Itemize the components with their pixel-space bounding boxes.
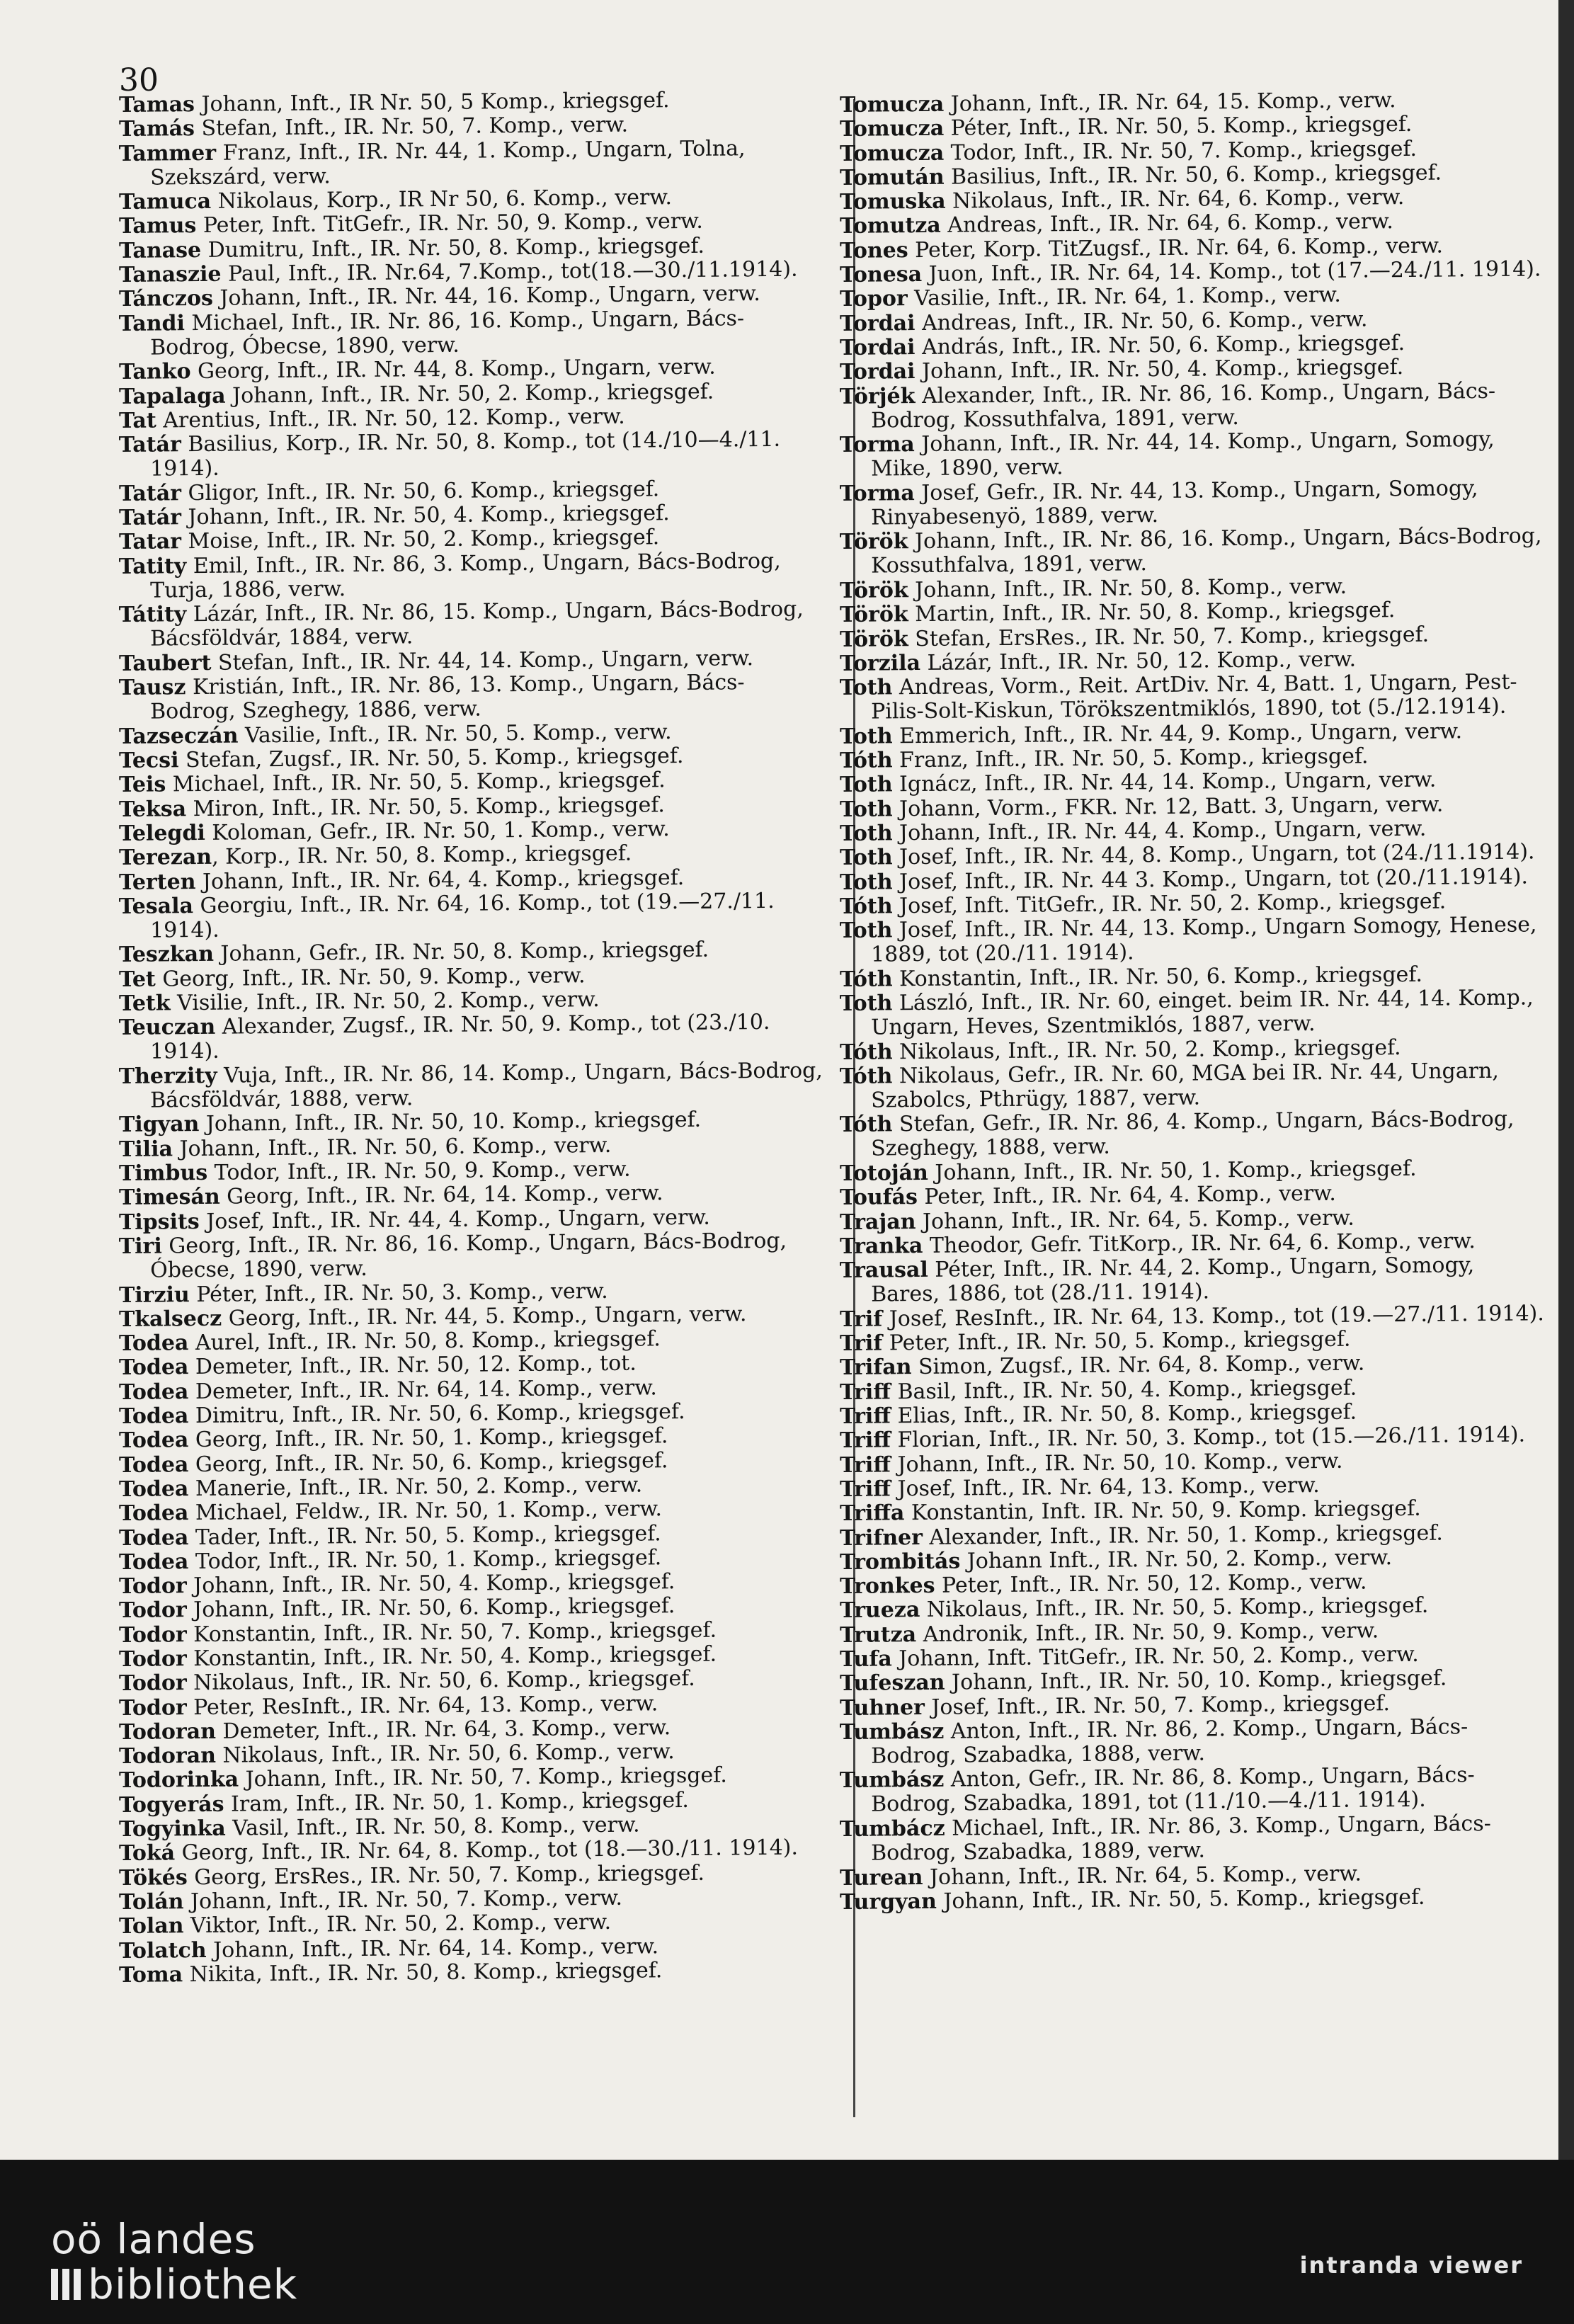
entry-details: Alexander, Zugsf., IR. Nr. 50, 9. Komp., tot (23./10. 1914). xyxy=(149,1010,770,1065)
entry-surname: Telegdi xyxy=(118,820,205,846)
entry-details: Moise, Inft., IR. Nr. 50, 2. Komp., kriegsgef. xyxy=(181,525,660,554)
entry-details: Todor, Inft., IR. Nr. 50, 7. Komp., kriegsgef. xyxy=(944,136,1418,166)
entry-details: Vasilie, Inft., IR. Nr. 64, 1. Komp., verw. xyxy=(907,283,1341,312)
entry-details: Demeter, Inft., IR. Nr. 64, 3. Komp., verw. xyxy=(215,1715,671,1744)
entry-surname: Turgyan xyxy=(839,1889,937,1915)
entry-surname: Triff xyxy=(839,1476,891,1502)
entry-surname: Tanko xyxy=(118,359,191,385)
entry-surname: Toká xyxy=(118,1840,176,1867)
entry-details: Johann, Inft., IR. Nr. 50, 10. Komp., kriegsgef. xyxy=(199,1107,702,1137)
entry-surname: Tomután xyxy=(839,164,945,190)
entry-details: Josef, Inft., IR. Nr. 44, 13. Komp., Ungarn Somogy, Henese, 1889, tot (20./11. 1914). xyxy=(870,912,1537,968)
entry-surname: Triff xyxy=(839,1403,891,1430)
entry-details: Peter, ResInft., IR. Nr. 64, 13. Komp., verw. xyxy=(186,1690,658,1720)
entry-surname: Todea xyxy=(118,1428,189,1454)
entry-details: Johann, Inft., IR. Nr. 50, 8. Komp., verw. xyxy=(908,574,1347,603)
entry-surname: Tiri xyxy=(118,1234,162,1259)
entry-surname: Tóth xyxy=(839,748,893,774)
entry-surname: Tolatch xyxy=(118,1937,207,1964)
entry-surname: Tomucza xyxy=(839,91,945,118)
entry-details: Franz, Inft., IR. Nr. 44, 1. Komp., Ungarn, Tolna, Szekszárd, verw. xyxy=(149,135,746,190)
entry-details: Michael, Inft., IR. Nr. 86, 3. Komp., Ungarn, Bács-Bodrog, Szabadka, 1889, verw. xyxy=(870,1811,1491,1866)
entry-details: Georg, Inft., IR. Nr. 86, 16. Komp., Ungarn, Bács-Bodrog, Óbecse, 1890, verw. xyxy=(149,1228,787,1283)
entry-surname: Timesán xyxy=(118,1185,220,1211)
entry-details: Anton, Inft., IR. Nr. 86, 2. Komp., Ungarn, Bács-Bodrog, Szabadka, 1888, verw. xyxy=(870,1714,1469,1769)
entry-details: Nikolaus, Korp., IR Nr 50, 6. Komp., verw. xyxy=(210,185,673,215)
entry-surname: Trausal xyxy=(839,1258,928,1284)
entry-surname: Tamus xyxy=(118,213,197,239)
entry-surname: Todea xyxy=(118,1403,189,1430)
entry-surname: Todea xyxy=(118,1476,189,1502)
entry-surname: Teuczan xyxy=(118,1015,216,1041)
entry-details: Konstantin, Inft., IR. Nr. 50, 6. Komp., kriegsgef. xyxy=(892,962,1423,992)
entry-surname: Trifan xyxy=(839,1355,912,1381)
entry-surname: Trueza xyxy=(839,1597,920,1624)
entry-surname: Togyerás xyxy=(118,1792,224,1818)
entry-surname: Timbus xyxy=(118,1160,208,1187)
entry-details: Josef, Inft., IR. Nr. 64, 13. Komp., verw. xyxy=(890,1473,1320,1502)
entry-details: Johann, Inft., IR. Nr. 50, 4. Komp., kriegsgef. xyxy=(181,501,670,530)
entry-details: Johann, Inft., IR. Nr. 64, 14. Komp., verw. xyxy=(206,1933,659,1963)
entry-surname: Torma xyxy=(839,480,915,506)
left-column xyxy=(118,88,827,1988)
entry-surname: Todor xyxy=(118,1573,187,1600)
entry-details: Paul, Inft., IR. Nr.64, 7.Komp., tot(18.—30./11.1914). xyxy=(221,256,798,287)
entry-details: Nikolaus, Inft., IR. Nr. 50, 2. Komp., kriegsgef. xyxy=(892,1035,1401,1064)
page-number: 30 xyxy=(119,62,159,98)
entry-surname: Taubert xyxy=(118,650,212,676)
entry-surname: Toth xyxy=(839,821,893,846)
entry-surname: Tandi xyxy=(118,310,186,336)
entry-details: Visilie, Inft., IR. Nr. 50, 2. Komp., verw. xyxy=(170,987,600,1016)
list-item xyxy=(119,427,828,482)
entry-surname: Tetk xyxy=(118,991,171,1016)
entry-details: Todor, Inft., IR. Nr. 50, 9. Komp., verw. xyxy=(207,1156,631,1185)
entry-surname: Toth xyxy=(839,869,893,895)
entry-details: Alexander, Inft., IR. Nr. 50, 1. Komp., kriegsgef. xyxy=(922,1520,1443,1550)
list-item xyxy=(119,670,828,724)
list-item xyxy=(119,889,828,943)
entry-surname: Todea xyxy=(118,1379,189,1405)
entry-details: Andreas, Vorm., Reit. ArtDiv. Nr. 4, Batt. 1, Ungarn, Pest-Pilis-Solt-Kiskun, Törökszentmiklós, 1890, tot (5./12.1914). xyxy=(870,669,1517,725)
entry-surname: Trajan xyxy=(839,1209,916,1235)
list-item xyxy=(840,1714,1549,1769)
entry-surname: Tapalaga xyxy=(118,383,226,409)
entry-details: Péter, Inft., IR. Nr. 44, 2. Komp., Ungarn, Somogy, Bares, 1886, tot (28./11. 1914). xyxy=(870,1253,1475,1308)
entry-surname: Trif xyxy=(839,1331,883,1357)
entry-surname: Tecsi xyxy=(118,748,179,774)
entry-surname: Tonesa xyxy=(839,262,923,288)
entry-surname: Tamuca xyxy=(118,189,212,215)
entry-details: Georg, Inft., IR. Nr. 50, 6. Komp., kriegsgef. xyxy=(188,1447,668,1477)
entry-details: Lázár, Inft., IR. Nr. 86, 15. Komp., Ungarn, Bács-Bodrog, Bácsföldvár, 1884, verw. xyxy=(149,596,804,652)
entry-surname: Tausz xyxy=(118,675,186,701)
entry-surname: Tordai xyxy=(839,359,916,385)
viewer-footer xyxy=(0,2160,1574,2324)
entry-details: Peter, Inft., IR. Nr. 64, 4. Komp., verw. xyxy=(917,1181,1336,1210)
entry-surname: Török xyxy=(839,578,908,603)
entry-surname: Therzity xyxy=(118,1063,217,1089)
entry-details: Josef, Inft., IR. Nr. 44, 4. Komp., Ungarn, verw. xyxy=(199,1204,711,1234)
entry-surname: Triff xyxy=(839,1428,891,1454)
entry-details: Andreas, Inft., IR. Nr. 50, 6. Komp., verw. xyxy=(915,307,1368,336)
entry-details: Iram, Inft., IR. Nr. 50, 1. Komp., kriegsgef. xyxy=(224,1787,689,1817)
entry-details: Viktor, Inft., IR. Nr. 50, 2. Komp., verw. xyxy=(183,1910,612,1939)
entry-details: Lázár, Inft., IR. Nr. 50, 12. Komp., verw. xyxy=(920,646,1357,676)
entry-details: Basil, Inft., IR. Nr. 50, 4. Komp., kriegsgef. xyxy=(890,1375,1357,1405)
entry-surname: Tranka xyxy=(839,1233,923,1259)
entry-details: Johann, Inft., IR. Nr. 50, 10. Komp., verw. xyxy=(890,1448,1343,1477)
page-edge xyxy=(1558,0,1574,2160)
entry-details: Konstantin, Inft. IR. Nr. 50, 9. Komp. kriegsgef. xyxy=(904,1496,1421,1526)
entry-surname: Todorinka xyxy=(118,1767,239,1794)
entry-details: Arentius, Inft., IR. Nr. 50, 12. Komp., verw. xyxy=(156,404,625,433)
entry-details: Johann, Inft., IR. Nr. 50, 7. Komp., kriegsgef. xyxy=(238,1762,727,1793)
entry-surname: Toth xyxy=(839,675,893,701)
entry-details: Manerie, Inft., IR. Nr. 50, 2. Komp., verw. xyxy=(188,1472,643,1502)
entry-details: Simon, Zugsf., IR. Nr. 64, 8. Komp., verw. xyxy=(911,1350,1365,1380)
entry-details: Johann, Gefr., IR. Nr. 50, 8. Komp., kriegsgef. xyxy=(213,938,709,967)
entry-details: Anton, Gefr., IR. Nr. 86, 8. Komp., Ungarn, Bács-Bodrog, Szabadka, 1891, tot (11./10.—4./11. 1914). xyxy=(870,1762,1475,1818)
entry-surname: Tanase xyxy=(118,237,202,263)
entry-surname: Teksa xyxy=(118,796,187,822)
entry-surname: Triff xyxy=(839,1452,891,1478)
entry-details: Johann, Vorm., FKR. Nr. 12, Batt. 3, Ungarn, verw. xyxy=(892,792,1444,821)
entry-surname: Trif xyxy=(839,1306,883,1332)
entry-surname: Todor xyxy=(118,1597,187,1624)
entry-surname: Tolán xyxy=(118,1889,184,1915)
list-item xyxy=(119,1010,828,1065)
entry-details: Georg, Inft., IR. Nr. 44, 5. Komp., Ungarn, verw. xyxy=(222,1301,747,1331)
entry-details: Dumitru, Inft., IR. Nr. 50, 8. Komp., kriegsgef. xyxy=(200,233,705,263)
entry-details: Georgiu, Inft., IR. Nr. 64, 16. Komp., tot (19.—27./11. 1914). xyxy=(149,888,775,943)
entry-details: Johann, Inft., IR. Nr. 50, 5. Komp., kriegsgef. xyxy=(936,1884,1425,1914)
list-item xyxy=(840,379,1549,433)
entry-details: Nikolaus, Inft., IR. Nr. 50, 6. Komp., verw. xyxy=(215,1739,675,1768)
entry-surname: Teszkan xyxy=(118,942,215,968)
entry-surname: Tolan xyxy=(118,1913,184,1939)
entry-surname: Toth xyxy=(839,918,893,944)
entry-details: András, Inft., IR. Nr. 50, 6. Komp., kriegsgef. xyxy=(915,331,1405,360)
entry-surname: Todea xyxy=(118,1549,189,1575)
entry-surname: Tumbász xyxy=(839,1767,945,1794)
entry-surname: Todor xyxy=(118,1622,187,1648)
entry-surname: Tóth xyxy=(839,1039,893,1065)
entry-surname: Tilia xyxy=(118,1137,173,1162)
right-column xyxy=(839,88,1548,1915)
entry-details: Josef, ResInft., IR. Nr. 64, 13. Komp., tot (19.—27./11. 1914). xyxy=(882,1301,1544,1332)
entry-surname: Todoran xyxy=(118,1743,217,1770)
entry-surname: Terten xyxy=(118,869,196,895)
entry-details: Tader, Inft., IR. Nr. 50, 5. Komp., kriegsgef. xyxy=(188,1520,661,1550)
entry-details: Konstantin, Inft., IR. Nr. 50, 7. Komp., kriegsgef. xyxy=(186,1617,717,1647)
list-item xyxy=(840,1107,1549,1162)
entry-surname: Topor xyxy=(839,286,908,312)
list-item xyxy=(840,1763,1549,1818)
entry-surname: Teis xyxy=(118,772,166,798)
entry-surname: Tkalsecz xyxy=(118,1306,222,1332)
entry-surname: Todor xyxy=(118,1694,187,1721)
entry-surname: Tuhner xyxy=(839,1694,925,1721)
entry-details: Johann, Inft., IR. Nr. 50, 7. Komp., verw. xyxy=(183,1885,623,1915)
entry-details: Georg, Inft., IR. Nr. 64, 14. Komp., verw. xyxy=(219,1180,663,1210)
entry-details: Florian, Inft., IR. Nr. 50, 3. Komp., tot (15.—26./11. 1914). xyxy=(890,1422,1526,1453)
entry-surname: Tumbácz xyxy=(839,1816,945,1842)
entry-surname: Tánczos xyxy=(118,286,214,312)
entry-details: Peter, Inft., IR. Nr. 50, 12. Komp., verw. xyxy=(935,1569,1367,1598)
entry-surname: Tufeszan xyxy=(839,1670,945,1697)
entry-surname: Toth xyxy=(839,845,893,871)
entry-details: Johann Inft., IR. Nr. 50, 2. Komp., verw. xyxy=(960,1545,1393,1574)
logo-text-line2-wrap xyxy=(51,2262,297,2307)
entry-surname: Tronkes xyxy=(839,1573,935,1600)
entry-details: Juon, Inft., IR. Nr. 64, 14. Komp., tot (17.—24./11. 1914). xyxy=(921,256,1541,287)
entry-details: Vuja, Inft., IR. Nr. 86, 14. Komp., Ungarn, Bács-Bodrog, Bácsföldvár, 1888, verw. xyxy=(149,1058,823,1113)
entry-surname: Turean xyxy=(839,1864,923,1891)
entry-details: Aurel, Inft., IR. Nr. 50, 8. Komp., kriegsgef. xyxy=(188,1326,661,1356)
entry-details: Stefan, Inft., IR. Nr. 50, 7. Komp., verw. xyxy=(194,113,629,142)
entry-surname: Tirziu xyxy=(118,1282,190,1308)
entry-details: Josef, Inft., IR. Nr. 44, 8. Komp., Ungarn, tot (24./11.1914). xyxy=(892,839,1535,870)
entry-details: Miron, Inft., IR. Nr. 50, 5. Komp., kriegsgef. xyxy=(186,792,666,821)
entry-details: Alexander, Inft., IR. Nr. 86, 16. Komp., Ungarn, Bács-Bodrog, Kossuthfalva, 1891, verw. xyxy=(870,378,1496,433)
entry-details: Josef, Inft., IR. Nr. 44 3. Komp., Ungarn, tot (20./11.1914). xyxy=(892,864,1529,894)
entry-details: Theodor, Gefr. TitKorp., IR. Nr. 64, 6. Komp., verw. xyxy=(923,1229,1476,1258)
entry-surname: Tumbász xyxy=(839,1719,945,1745)
entry-details: Nikolaus, Gefr., IR. Nr. 60, MGA bei IR. Nr. 44, Ungarn, Szabolcs, Pthrügy, 1887, verw. xyxy=(870,1058,1500,1113)
entry-details: Michael, Inft., IR. Nr. 86, 16. Komp., Ungarn, Bács-Bodrog, Óbecse, 1890, verw. xyxy=(149,305,745,360)
entry-details: Georg, Inft., IR. Nr. 44, 8. Komp., Ungarn, verw. xyxy=(190,354,716,385)
entry-surname: Todea xyxy=(118,1355,189,1381)
entry-surname: Tones xyxy=(839,237,908,263)
entry-details: Konstantin, Inft., IR. Nr. 50, 4. Komp., kriegsgef. xyxy=(186,1641,717,1672)
entry-surname: Totoján xyxy=(839,1160,929,1187)
entry-surname: Tipsits xyxy=(118,1209,200,1235)
list-item xyxy=(840,913,1549,967)
entry-details: Johann, Inft., IR. Nr. 50, 4. Komp., kriegsgef. xyxy=(915,355,1404,385)
entry-surname: Tamás xyxy=(118,116,195,142)
entry-surname: Tatár xyxy=(118,480,182,506)
entry-details: Johann, Inft., IR. Nr. 64, 15. Komp., verw. xyxy=(944,88,1396,117)
entry-details: Kristián, Inft., IR. Nr. 86, 13. Komp., Ungarn, Bács-Bodrog, Szeghegy, 1886, verw. xyxy=(149,670,745,725)
entry-details: Johann, Inft., IR. Nr. 64, 5. Komp., verw. xyxy=(916,1205,1355,1234)
entry-details: Ignácz, Inft., IR. Nr. 44, 14. Komp., Ungarn, verw. xyxy=(892,767,1437,797)
entry-surname: Toth xyxy=(839,991,893,1016)
entry-details: Demeter, Inft., IR. Nr. 64, 14. Komp., verw. xyxy=(188,1375,657,1404)
entry-surname: Todea xyxy=(118,1500,189,1527)
entry-surname: Todea xyxy=(118,1525,189,1551)
entry-details: Andreas, Inft., IR. Nr. 64, 6. Komp., verw. xyxy=(940,209,1393,239)
entry-details: Johann, Inft., IR. Nr. 44, 14. Komp., Ungarn, Somogy, Mike, 1890, verw. xyxy=(870,427,1495,482)
entry-surname: Togyinka xyxy=(118,1816,226,1842)
entry-details: Josef, Inft. TitGefr., IR. Nr. 50, 2. Komp., kriegsgef. xyxy=(892,889,1447,919)
entry-details: Johann, Inft., IR. Nr. 50, 1. Komp., kriegsgef. xyxy=(928,1156,1417,1185)
entry-details: Nikolaus, Inft., IR. Nr. 64, 6. Komp., verw. xyxy=(945,185,1405,214)
entry-surname: Tatár xyxy=(118,432,181,458)
entry-surname: Tanaszie xyxy=(118,261,222,288)
entry-details: Nikolaus, Inft., IR. Nr. 50, 6. Komp., kriegsgef. xyxy=(186,1666,695,1696)
entry-details: Johann, Inft., IR Nr. 50, 5 Komp., kriegsgef. xyxy=(194,88,670,118)
entry-surname: Terezan xyxy=(118,845,212,871)
entry-details: Gligor, Inft., IR. Nr. 50, 6. Komp., kriegsgef. xyxy=(181,477,660,506)
entry-surname: Tammer xyxy=(118,140,217,166)
entry-details: Johann, Inft., IR. Nr. 86, 16. Komp., Ungarn, Bács-Bodrog, Kossuthfalva, 1891, verw. xyxy=(870,523,1542,579)
entry-details: Nikita, Inft., IR. Nr. 50, 8. Komp., kriegsgef. xyxy=(182,1958,663,1988)
entry-surname: Tóth xyxy=(839,1064,893,1089)
entry-details: Emil, Inft., IR. Nr. 86, 3. Komp., Ungarn, Bács-Bodrog, Turja, 1886, verw. xyxy=(149,548,781,603)
list-item xyxy=(840,986,1549,1040)
entry-details: Dimitru, Inft., IR. Nr. 50, 6. Komp., kriegsgef. xyxy=(188,1399,685,1429)
entry-details: Martin, Inft., IR. Nr. 50, 8. Komp., kriegsgef. xyxy=(908,598,1396,627)
entry-details: Stefan, Inft., IR. Nr. 44, 14. Komp., Ungarn, verw. xyxy=(211,646,754,676)
list-item xyxy=(840,476,1549,530)
entry-details: Stefan, ErsRes., IR. Nr. 50, 7. Komp., kriegsgef. xyxy=(908,622,1430,651)
entry-surname: Tátity xyxy=(118,602,187,628)
entry-details: Michael, Inft., IR. Nr. 50, 5. Komp., kriegsgef. xyxy=(166,768,666,797)
entry-surname: Tatar xyxy=(118,529,182,555)
list-item xyxy=(840,1811,1549,1866)
entry-details: Demeter, Inft., IR. Nr. 50, 12. Komp., tot. xyxy=(188,1351,637,1380)
entry-surname: Trutza xyxy=(839,1622,917,1648)
list-item xyxy=(119,136,828,190)
entry-details: Georg, Inft., IR. Nr. 64, 8. Komp., tot (18.—30./11. 1914). xyxy=(174,1835,799,1866)
entry-details: Johann, Inft., IR. Nr. 44, 4. Komp., Ungarn, verw. xyxy=(892,816,1427,846)
entry-details: Georg, Inft., IR. Nr. 50, 9. Komp., verw. xyxy=(155,962,586,992)
list-item xyxy=(119,1229,828,1283)
logo-bars-icon xyxy=(51,2269,81,2300)
entry-details: Koloman, Gefr., IR. Nr. 50, 1. Komp., verw. xyxy=(205,816,670,845)
entry-surname: Tóth xyxy=(839,967,893,992)
entry-surname: Torzila xyxy=(839,650,921,676)
viewer-label: intranda viewer xyxy=(1299,2252,1523,2279)
entry-surname: Tufa xyxy=(839,1646,892,1672)
entry-details: Stefan, Zugsf., IR. Nr. 50, 5. Komp., kriegsgef. xyxy=(178,744,684,773)
list-item xyxy=(119,306,828,360)
library-logo[interactable] xyxy=(51,2216,297,2307)
entry-surname: Tazseczán xyxy=(118,723,239,749)
entry-details: Stefan, Gefr., IR. Nr. 86, 4. Komp., Ungarn, Bács-Bodrog, Szeghegy, 1888, verw. xyxy=(870,1107,1515,1162)
entry-details: Johann, Inft., IR. Nr. 50, 6. Komp., verw. xyxy=(172,1132,612,1162)
entry-details: Johann, Inft., IR. Nr. 64, 5. Komp., verw. xyxy=(923,1861,1362,1890)
entry-details: Vasil, Inft., IR. Nr. 50, 8. Komp., verw. xyxy=(225,1812,640,1841)
entry-details: Vasilie, Inft., IR. Nr. 50, 5. Komp., verw. xyxy=(238,719,672,748)
entry-surname: Toufás xyxy=(839,1185,918,1211)
entry-details: Peter, Korp. TitZugsf., IR. Nr. 64, 6. Komp., verw. xyxy=(908,233,1444,263)
logo-text-line1: oö landes xyxy=(51,2215,256,2263)
entry-surname: Todor xyxy=(118,1670,187,1697)
entry-details: Michael, Feldw., IR. Nr. 50, 1. Komp., verw. xyxy=(188,1496,663,1526)
list-item xyxy=(119,598,828,652)
entry-details: Johann, Inft., IR. Nr. 44, 16. Komp., Ungarn, verw. xyxy=(212,281,760,312)
entry-surname: Tomutza xyxy=(839,213,941,239)
entry-surname: Törjék xyxy=(839,383,916,409)
entry-surname: Tigyan xyxy=(118,1112,200,1138)
entry-surname: Triff xyxy=(839,1379,891,1405)
entry-surname: Tökés xyxy=(118,1864,188,1891)
list-item xyxy=(119,1957,827,1988)
entry-surname: Trombitás xyxy=(839,1549,961,1575)
list-item xyxy=(840,670,1549,724)
entry-details: Elias, Inft., IR. Nr. 50, 8. Komp., kriegsgef. xyxy=(890,1399,1357,1429)
entry-details: Franz, Inft., IR. Nr. 50, 5. Komp., kriegsgef. xyxy=(892,744,1369,773)
logo-text-line2: bibliothek xyxy=(88,2260,298,2308)
entry-details: Peter, Inft., IR. Nr. 50, 5. Komp., kriegsgef. xyxy=(882,1326,1351,1356)
entry-details: Johann, Inft., IR. Nr. 50, 6. Komp., kriegsgef. xyxy=(186,1593,675,1623)
list-item xyxy=(840,525,1549,579)
list-item xyxy=(840,1059,1549,1113)
entry-details: Emmerich, Inft., IR. Nr. 44, 9. Komp., Ungarn, verw. xyxy=(892,719,1463,749)
list-item xyxy=(119,1059,828,1113)
entry-surname: Tordai xyxy=(839,335,916,360)
entry-details: Josef, Gefr., IR. Nr. 44, 13. Komp., Ungarn, Somogy, Rinyabesenyö, 1889, verw. xyxy=(870,475,1478,530)
entry-surname: Toth xyxy=(839,772,893,798)
entry-details: Péter, Inft., IR. Nr. 50, 5. Komp., kriegsgef. xyxy=(944,112,1413,142)
entry-details: Péter, Inft., IR. Nr. 50, 3. Komp., verw. xyxy=(189,1278,608,1307)
entry-details: Johann, Inft. TitGefr., IR. Nr. 50, 2. Komp., verw. xyxy=(891,1641,1419,1672)
entry-surname: Tatár xyxy=(118,505,182,531)
entry-surname: Török xyxy=(839,626,908,652)
entry-surname: Torma xyxy=(839,432,915,458)
list-item xyxy=(840,1253,1549,1308)
entry-details: Johann, Inft., IR. Nr. 50, 2. Komp., kriegsgef. xyxy=(225,379,714,409)
entry-surname: Todoran xyxy=(118,1719,217,1745)
entry-surname: Tóth xyxy=(839,894,893,919)
list-item xyxy=(840,1884,1548,1915)
entry-surname: Tesala xyxy=(118,893,194,919)
entry-surname: Tet xyxy=(118,967,156,992)
entry-surname: Tordai xyxy=(839,310,916,336)
entry-surname: Török xyxy=(839,602,908,628)
entry-surname: Tatity xyxy=(118,553,187,579)
entry-surname: Todor xyxy=(118,1646,187,1672)
entry-details: Georg, Inft., IR. Nr. 50, 1. Komp., kriegsgef. xyxy=(188,1423,668,1453)
entry-surname: Todea xyxy=(118,1452,189,1478)
entry-surname: Török xyxy=(839,529,908,555)
entry-surname: Todea xyxy=(118,1331,189,1357)
entry-details: Andronik, Inft., IR. Nr. 50, 9. Komp., verw. xyxy=(916,1618,1379,1647)
entry-details: Josef, Inft., IR. Nr. 50, 7. Komp., kriegsgef. xyxy=(924,1690,1391,1720)
entry-details: Johann, Inft., IR. Nr. 50, 4. Komp., kriegsgef. xyxy=(186,1569,675,1599)
entry-surname: Tomucza xyxy=(839,116,945,142)
list-item xyxy=(119,549,828,603)
entry-details: László, Inft., IR. Nr. 60, einget. beim IR. Nr. 44, 14. Komp., Ungarn, Heves, Szentmiklós, 1887, verw. xyxy=(870,985,1534,1040)
entry-surname: Tóth xyxy=(839,1112,893,1138)
entry-surname: Trifner xyxy=(839,1525,923,1551)
entry-surname: Toth xyxy=(839,724,893,749)
entry-details: Johann, Inft., IR. Nr. 50, 10. Komp., kriegsgef. xyxy=(945,1665,1447,1695)
entry-surname: Tat xyxy=(118,408,156,433)
entry-surname: Toth xyxy=(839,796,893,822)
entry-details: , Korp., IR. Nr. 50, 8. Komp., kriegsgef. xyxy=(211,841,632,870)
entry-surname: Triffa xyxy=(839,1500,905,1527)
entry-surname: Tomuska xyxy=(839,188,946,215)
entry-details: Peter, Inft. TitGefr., IR. Nr. 50, 9. Komp., verw. xyxy=(196,209,703,239)
entry-surname: Tomucza xyxy=(839,140,945,166)
entry-details: Georg, ErsRes., IR. Nr. 50, 7. Komp., kriegsgef. xyxy=(187,1860,705,1890)
list-item xyxy=(840,427,1549,482)
entry-details: Todor, Inft., IR. Nr. 50, 1. Komp., kriegsgef. xyxy=(188,1545,662,1574)
entry-details: Nikolaus, Inft., IR. Nr. 50, 5. Komp., kriegsgef. xyxy=(920,1593,1429,1623)
entry-surname: Toma xyxy=(118,1962,183,1988)
entry-details: Basilius, Korp., IR. Nr. 50, 8. Komp., tot (14./10—4./11. 1914). xyxy=(149,427,781,482)
entry-surname: Tamas xyxy=(118,92,195,118)
entry-details: Basilius, Inft., IR. Nr. 50, 6. Komp., kriegsgef. xyxy=(944,160,1442,190)
entry-details: Johann, Inft., IR. Nr. 64, 4. Komp., kriegsgef. xyxy=(195,865,685,894)
